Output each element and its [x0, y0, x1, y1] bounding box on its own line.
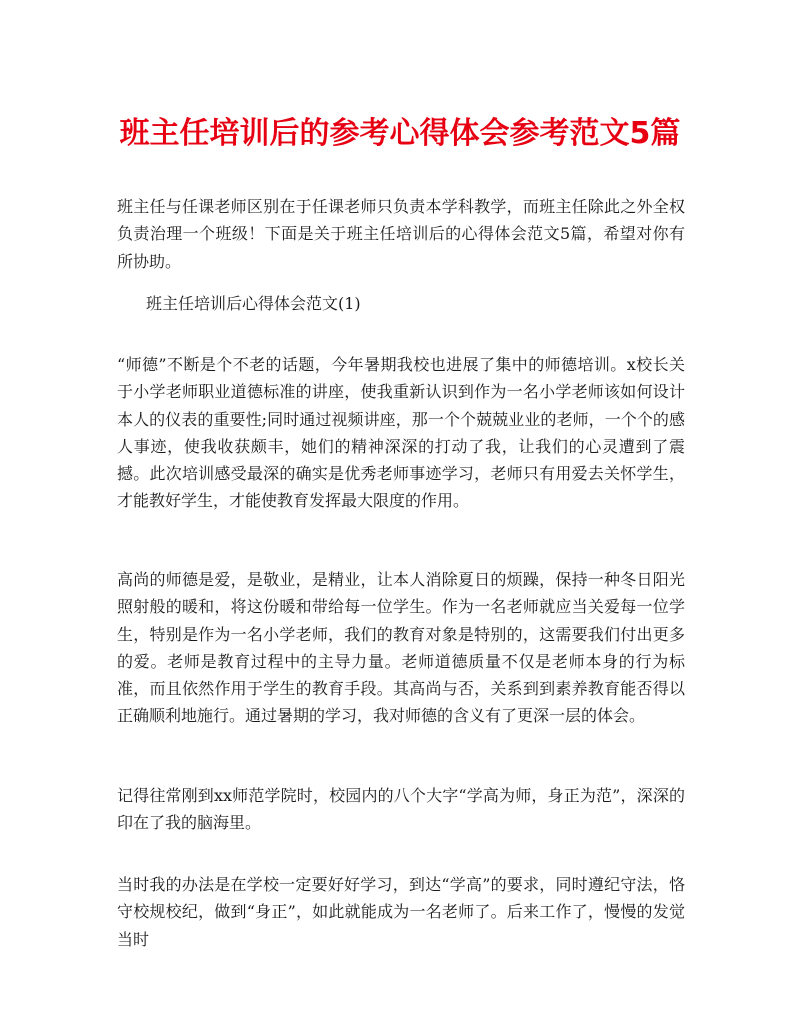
section-heading: 班主任培训后心得体会范文(1) [146, 294, 361, 313]
intro-paragraph: 班主任与任课老师区别在于任课老师只负责本学科教学，而班主任除此之外全权负责治理一个班级！下面是关于班主任培训后的心得体会范文5篇，希望对你有所协助。 [117, 197, 685, 271]
body-paragraph: 记得往常刚到xx师范学院时，校园内的八个大字“学高为师，身正为范”，深深的印在了我的脑海里。 [117, 786, 685, 833]
body-paragraph: “师德”不断是个不老的话题，今年暑期我校也进展了集中的师德培训。x校长关于小学老师职业道德标准的讲座，使我重新认识到作为一名小学老师该如何设计本人的仪表的重要性;同时通过视频讲座，那一个个兢兢业业的老师，一个个的感人事迹，使我收获颇丰，她们的精神深深的打动了我，让我们的心灵遭到了震撼。此次培训感受最深的确实是优秀老师事迹学习，老师只有用爱去关怀学生，才能教好学生，才能使教育发挥最大限度的作用。 [117, 355, 685, 511]
body-paragraph: 高尚的师德是爱，是敬业，是精业，让本人消除夏日的烦躁，保持一种冬日阳光照射般的暖和，将这份暖和带给每一位学生。作为一名老师就应当关爱每一位学生，特别是作为一名小学老师，我们的教育对象是特别的，这需要我们付出更多的爱。老师是教育过程中的主导力量。老师道德质量不仅是老师本身的行为标准，而且依然作用于学生的教育手段。其高尚与否，关系到到素养教育能否得以正确顺利地施行。通过暑期的学习，我对师德的含义有了更深一层的体会。 [117, 570, 685, 726]
document-title: 班主任培训后的参考心得体会参考范文5篇 [119, 116, 681, 151]
body-paragraph: 当时我的办法是在学校一定要好好学习，到达“学高”的要求，同时遵纪守法，恪守校规校纪，做到“身正”，如此就能成为一名老师了。后来工作了，慢慢的发觉当时 [117, 875, 685, 949]
